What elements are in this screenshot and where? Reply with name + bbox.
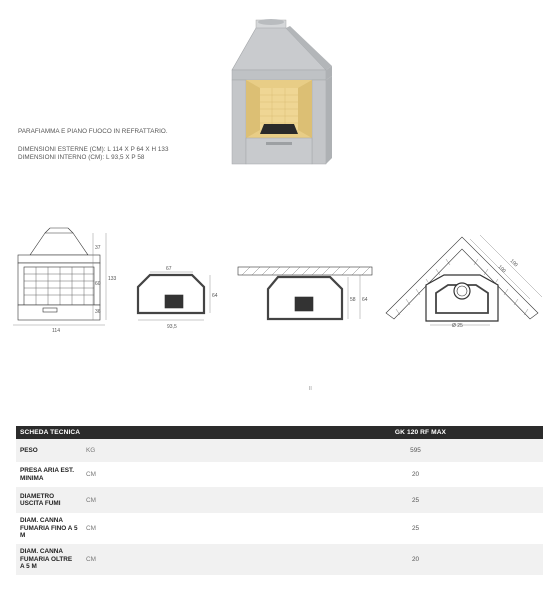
plan-wall-dim-inner: 58	[350, 297, 356, 303]
spec-unit: CM	[82, 462, 232, 487]
spec-table-header	[16, 426, 543, 439]
technical-spec-table	[16, 426, 543, 575]
spec-value: 20	[232, 462, 543, 487]
spec-value: 595	[232, 439, 543, 462]
plan-corner-dim-b: 100	[508, 258, 519, 269]
page-marker: II	[309, 386, 312, 392]
plan-view-center-drawing	[138, 272, 210, 320]
spec-label: DIAM. CANNA FUMARIA OLTRE A 5 M	[16, 544, 82, 575]
technical-drawings	[10, 225, 548, 340]
spec-value: 25	[232, 487, 543, 513]
plan-center-dim-bottom: 93,5	[167, 324, 177, 330]
description-line-internal-dims: DIMENSIONI INTERNO (CM): L 93,5 X P 58	[18, 154, 145, 161]
table-row	[16, 462, 543, 487]
spec-unit: CM	[82, 487, 232, 513]
product-description	[18, 128, 218, 162]
spec-header-model: GK 120 RF MAX	[232, 426, 543, 439]
spec-label: DIAM. CANNA FUMARIA FINO A 5 M	[16, 513, 82, 544]
plan-corner-flue-diameter: Ø 25	[452, 323, 463, 329]
plan-view-wall-drawing	[238, 267, 372, 319]
spec-unit: CM	[82, 544, 232, 575]
plan-corner-dim-a: 100	[496, 264, 507, 275]
table-row	[16, 439, 543, 462]
table-row	[16, 487, 543, 513]
table-row	[16, 513, 543, 544]
plan-center-dim-top: 67	[166, 266, 172, 272]
spec-unit: CM	[82, 513, 232, 544]
plan-view-corner-drawing	[386, 235, 542, 325]
spec-label: DIAMETRO USCITA FUMI	[16, 487, 82, 513]
spec-header-label: SCHEDA TECNICA	[16, 426, 232, 439]
fireplace-product-image	[226, 18, 334, 170]
spec-value: 20	[232, 544, 543, 575]
front-dim-top: 37	[95, 245, 101, 251]
spec-label: PESO	[16, 439, 82, 462]
description-line-external-dims: DIMENSIONI ESTERNE (CM): L 114 X P 64 X H 133	[18, 146, 169, 153]
spec-label: PRESA ARIA EST. MINIMA	[16, 462, 82, 487]
plan-wall-dim-depth: 64	[362, 297, 368, 303]
front-dim-middle: 60	[95, 281, 101, 287]
description-line-materials: PARAFIAMMA E PIANO FUOCO IN REFRATTARIO.	[18, 128, 168, 135]
front-dim-bottom: 36	[95, 309, 101, 315]
front-dim-total-height: 133	[108, 276, 117, 282]
front-dim-width: 114	[52, 328, 60, 334]
table-row	[16, 544, 543, 575]
front-view-drawing	[13, 228, 106, 325]
spec-unit: KG	[82, 439, 232, 462]
plan-center-dim-depth: 64	[212, 293, 218, 299]
spec-value: 25	[232, 513, 543, 544]
